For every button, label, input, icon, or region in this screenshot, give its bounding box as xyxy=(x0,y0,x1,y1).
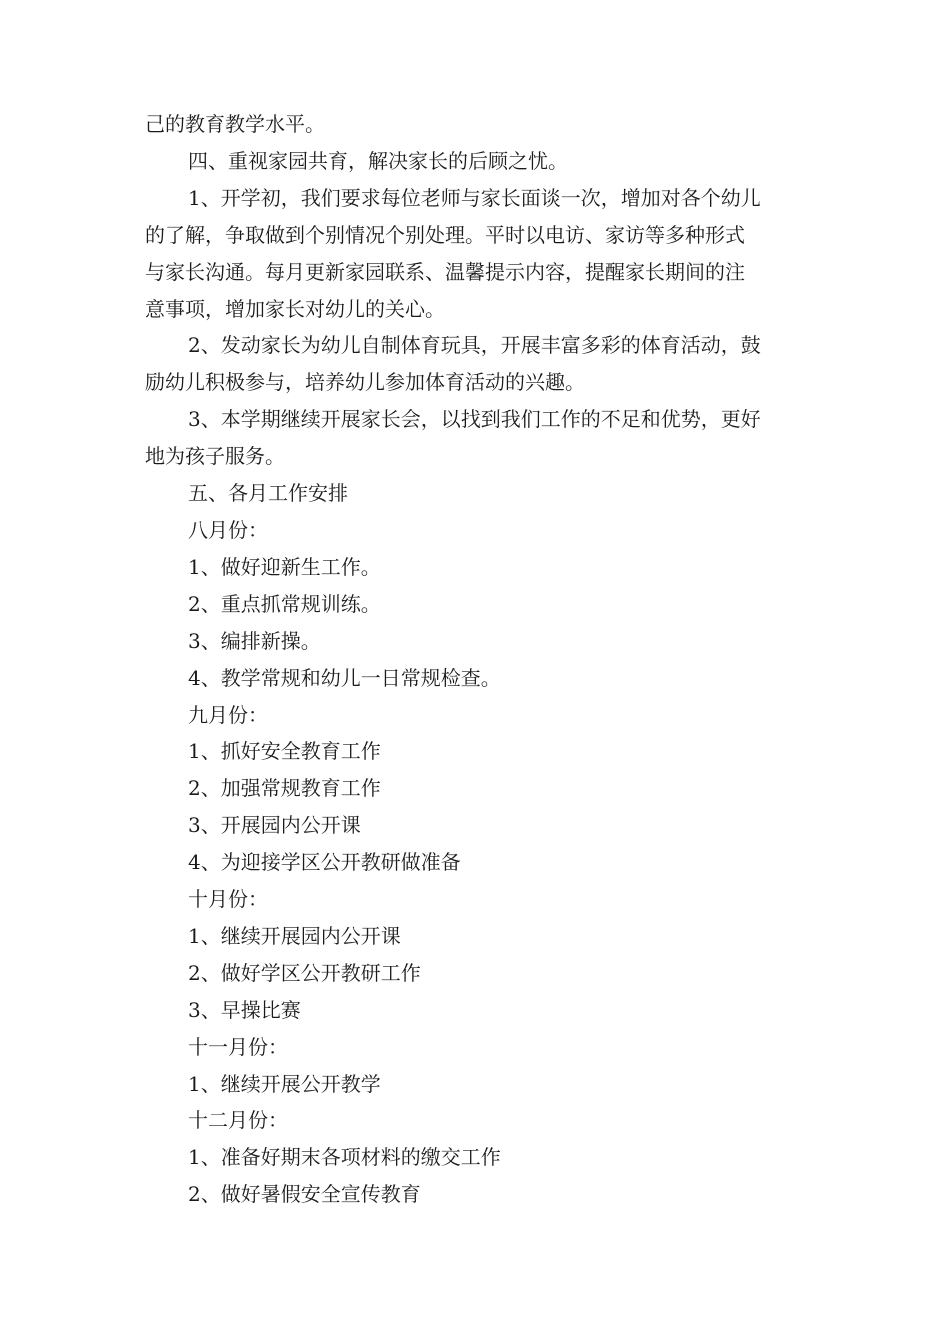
month-block-august xyxy=(145,512,810,697)
section-4-item-3 xyxy=(145,401,810,475)
paragraph-line: 2、发动家长为幼儿自制体育玩具，开展丰富多彩的体育活动，鼓 xyxy=(188,333,761,358)
document-body xyxy=(145,106,810,1213)
month-item: 4、为迎接学区公开教研做准备 xyxy=(188,850,461,875)
month-item: 1、准备好期末各项材料的缴交工作 xyxy=(188,1145,501,1170)
month-item: 4、教学常规和幼儿一日常规检查。 xyxy=(188,665,501,690)
month-item: 3、编排新操。 xyxy=(188,628,321,653)
month-title: 九月份： xyxy=(188,702,268,727)
month-item: 2、加强常规教育工作 xyxy=(188,776,381,801)
month-item: 1、抓好安全教育工作 xyxy=(188,739,381,764)
section-4-heading: 四、重视家园共育，解决家长的后顾之忧。 xyxy=(188,148,568,173)
month-title: 十月份： xyxy=(188,887,268,912)
paragraph-line: 3、本学期继续开展家长会，以找到我们工作的不足和优势，更好 xyxy=(188,407,761,432)
month-block-october xyxy=(145,881,810,1029)
month-block-september xyxy=(145,697,810,882)
month-item: 2、做好暑假安全宣传教育 xyxy=(188,1182,421,1207)
month-item: 1、继续开展公开教学 xyxy=(188,1071,381,1096)
paragraph-line: 意事项，增加家长对幼儿的关心。 xyxy=(145,296,445,321)
paragraph-line: 励幼儿积极参与，培养幼儿参加体育活动的兴趣。 xyxy=(145,370,585,395)
month-item: 3、开展园内公开课 xyxy=(188,813,361,838)
month-item: 1、继续开展园内公开课 xyxy=(188,923,401,948)
month-item: 1、做好迎新生工作。 xyxy=(188,554,381,579)
month-title: 十二月份： xyxy=(188,1108,288,1133)
month-item: 2、重点抓常规训练。 xyxy=(188,591,381,616)
month-item: 2、做好学区公开教研工作 xyxy=(188,960,421,985)
section-4-item-2 xyxy=(145,327,810,401)
month-title: 八月份： xyxy=(188,517,268,542)
paragraph-line: 的了解，争取做到个别情况个别处理。平时以电访、家访等多种形式 xyxy=(145,222,745,247)
month-title: 十一月份： xyxy=(188,1034,288,1059)
paragraph-line: 1、开学初，我们要求每位老师与家长面谈一次，增加对各个幼儿 xyxy=(188,185,761,210)
paragraph-line: 与家长沟通。每月更新家园联系、温馨提示内容，提醒家长期间的注 xyxy=(145,259,745,284)
month-block-november xyxy=(145,1029,810,1103)
month-item: 3、早操比赛 xyxy=(188,997,301,1022)
section-4-item-1 xyxy=(145,180,810,328)
section-5-heading: 五、各月工作安排 xyxy=(188,481,348,506)
paragraph-line: 地为孩子服务。 xyxy=(145,444,285,469)
month-block-december xyxy=(145,1102,810,1213)
intro-tail-text: 己的教育教学水平。 xyxy=(145,112,325,136)
